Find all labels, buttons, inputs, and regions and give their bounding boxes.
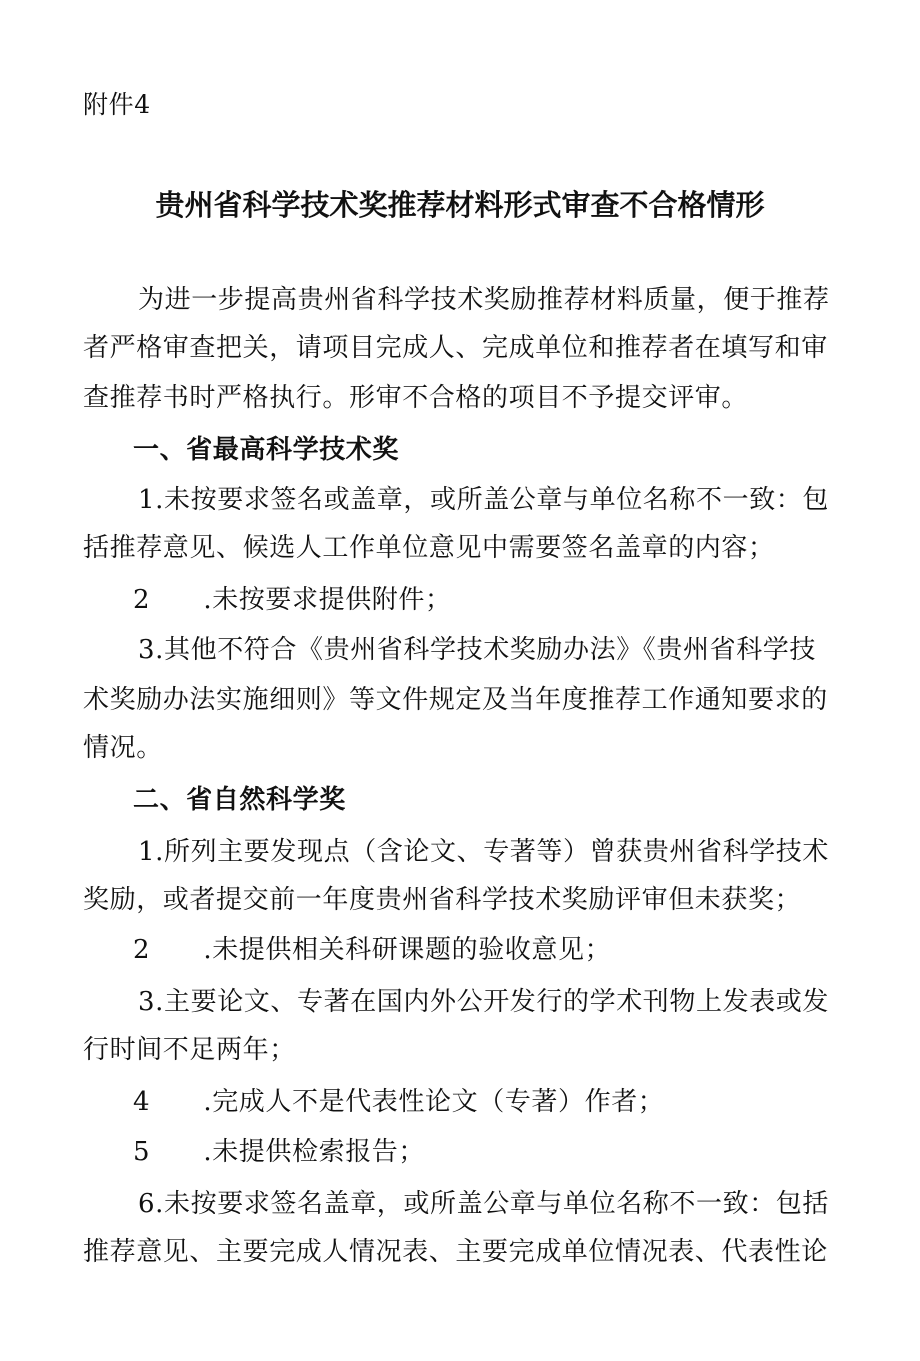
text-line: 推荐意见、主要完成人情况表、主要完成单位情况表、代表性论 bbox=[83, 1237, 828, 1267]
text-line: 6.未按要求签名盖章，或所盖公章与单位名称不一致：包括 bbox=[138, 1189, 830, 1219]
text-line: 1.所列主要发现点（含论文、专著等）曾获贵州省科学技术 bbox=[138, 837, 830, 867]
text-line: 术奖励办法实施细则》等文件规定及当年度推荐工作通知要求的 bbox=[83, 685, 828, 715]
text-line: 2 .未提供相关科研课题的验收意见； bbox=[133, 935, 612, 965]
document-title: 贵州省科学技术奖推荐材料形式审查不合格情形 bbox=[155, 188, 765, 222]
text-line: 3.其他不符合《贵州省科学技术奖励办法》《贵州省科学技 bbox=[138, 635, 817, 665]
text-line: 2 .未按要求提供附件； bbox=[133, 585, 452, 615]
text-line: 3.主要论文、专著在国内外公开发行的学术刊物上发表或发 bbox=[138, 987, 830, 1017]
section-heading: 二、省自然科学奖 bbox=[133, 785, 346, 815]
text-line: 行时间不足两年； bbox=[83, 1035, 296, 1065]
text-line: 查推荐书时严格执行。形审不合格的项目不予提交评审。 bbox=[83, 383, 749, 413]
text-line: 者严格审查把关，请项目完成人、完成单位和推荐者在填写和审 bbox=[83, 333, 828, 363]
section-heading: 一、省最高科学技术奖 bbox=[133, 435, 400, 465]
text-line: 5 .未提供检索报告； bbox=[133, 1137, 425, 1167]
text-line: 1.未按要求签名或盖章，或所盖公章与单位名称不一致：包 bbox=[138, 485, 830, 515]
text-line: 括推荐意见、候选人工作单位意见中需要签名盖章的内容； bbox=[83, 533, 775, 563]
text-line: 情况。 bbox=[83, 733, 163, 763]
attachment-label: 附件4 bbox=[83, 90, 151, 119]
text-line: 为进一步提高贵州省科学技术奖励推荐材料质量，便于推荐 bbox=[138, 285, 830, 315]
text-line: 奖励，或者提交前一年度贵州省科学技术奖励评审但未获奖； bbox=[83, 885, 802, 915]
text-line: 4 .完成人不是代表性论文（专著）作者； bbox=[133, 1087, 665, 1117]
